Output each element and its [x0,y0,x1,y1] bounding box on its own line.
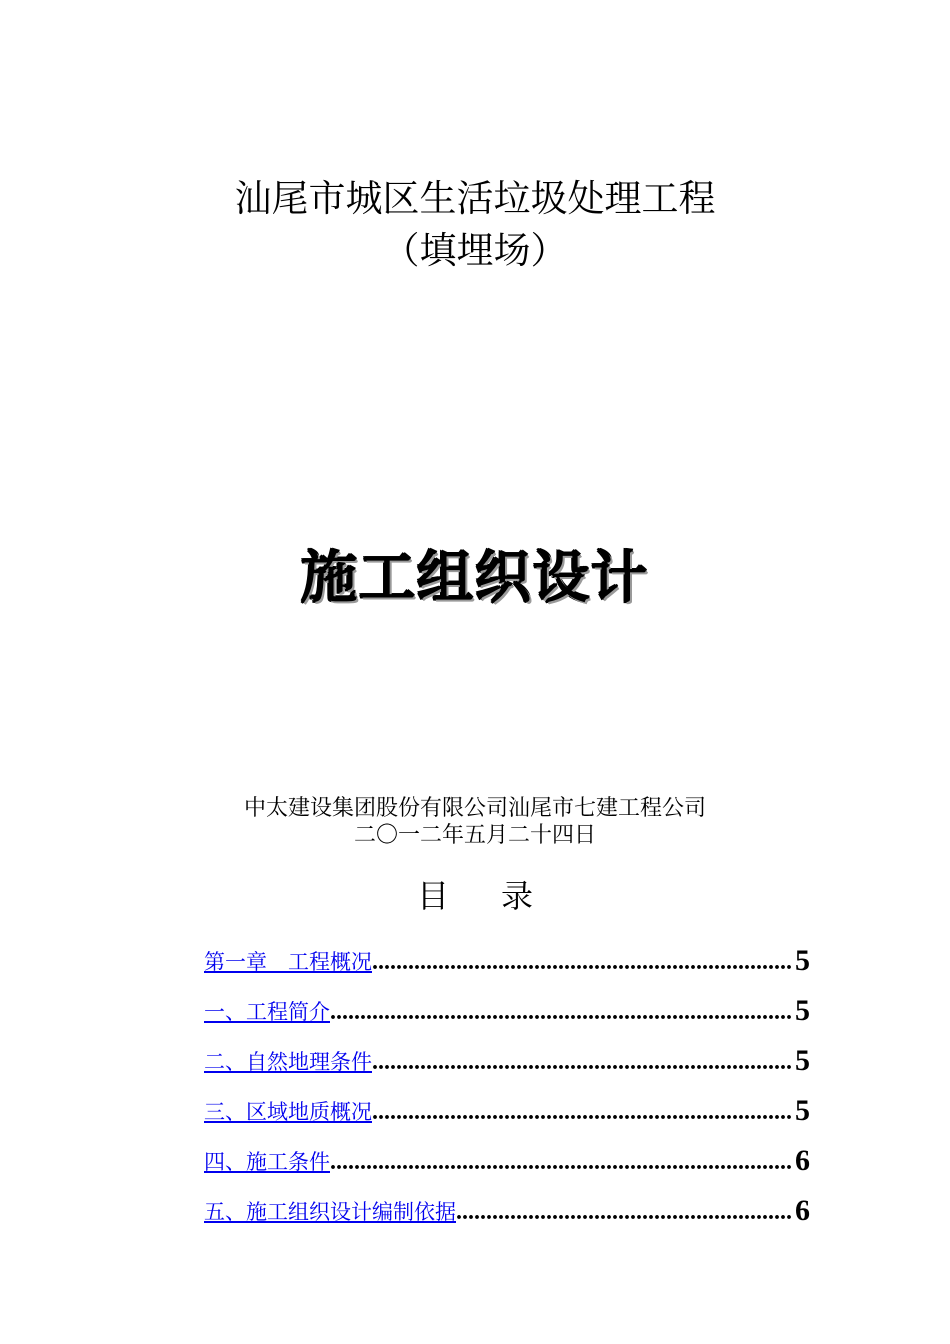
organization-names: 中太建设集团股份有限公司汕尾市七建工程公司 [243,796,706,821]
toc-leader-dots [330,1147,793,1177]
toc-heading-part1: 目 [416,877,449,915]
toc-leader-dots [330,997,793,1027]
toc-leader-dots [456,1197,793,1227]
toc-entry [204,977,810,1027]
toc-page-number: 5 [795,944,810,977]
toc-page-number: 6 [795,1194,810,1227]
project-title: 汕尾市城区生活垃圾处理工程 [234,177,716,220]
document-date: 二〇一二年五月二十四日 [353,823,596,848]
toc-page-number: 5 [795,994,810,1027]
toc-entry [204,927,810,977]
toc-page-number: 6 [795,1144,810,1177]
toc-heading-part2: 录 [501,877,534,915]
toc-link-natural-geography[interactable]: 二、自然地理条件 [204,1050,372,1074]
toc-link-design-basis[interactable]: 五、施工组织设计编制依据 [204,1200,456,1224]
toc-link-regional-geology[interactable]: 三、区域地质概况 [204,1100,372,1124]
toc-leader-dots [372,1047,793,1077]
toc-page-number: 5 [795,1044,810,1077]
toc-link-chapter1[interactable]: 第一章 工程概况 [204,950,372,974]
table-of-contents [204,927,810,1227]
toc-entry [204,1127,810,1177]
toc-link-construction-conditions[interactable]: 四、施工条件 [204,1150,330,1174]
project-subtitle: （填埋场） [382,229,568,272]
toc-entry [204,1077,810,1127]
toc-page-number: 5 [795,1094,810,1127]
toc-leader-dots [372,947,793,977]
toc-entry [204,1027,810,1077]
document-type-heading: 施工组织设计 [301,545,649,611]
toc-heading [0,875,950,917]
toc-leader-dots [372,1097,793,1127]
toc-entry [204,1177,810,1227]
toc-link-project-intro[interactable]: 一、工程简介 [204,1000,330,1024]
